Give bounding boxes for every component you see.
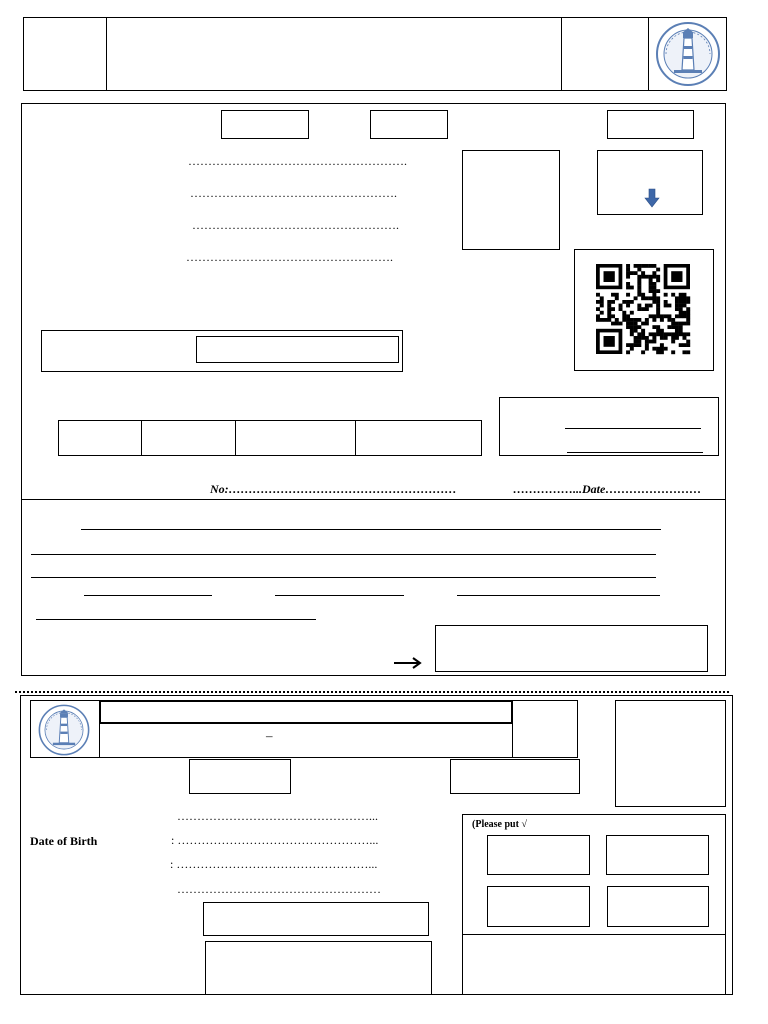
blank-line-5 bbox=[36, 619, 316, 620]
bottom-input-box-1[interactable] bbox=[203, 902, 429, 936]
cut-line bbox=[15, 691, 729, 693]
bottom-dotted-line-2: : …………………………………………... bbox=[171, 834, 379, 846]
bottom-title-upper bbox=[99, 700, 513, 724]
bottom-field-box-2[interactable] bbox=[450, 759, 580, 794]
arrow-right-icon bbox=[393, 656, 423, 670]
response-box[interactable] bbox=[435, 625, 708, 672]
header-divider-2 bbox=[561, 17, 562, 91]
bottom-dotted-line-4: …………………………………………… bbox=[177, 883, 381, 895]
header-divider-3 bbox=[648, 17, 649, 91]
bottom-dotted-line-1: …………………………………………... bbox=[177, 810, 378, 822]
date-field-label: ……………...Date…………………… bbox=[513, 482, 702, 496]
field-box-2[interactable] bbox=[370, 110, 448, 139]
blank-line-2 bbox=[31, 554, 656, 555]
dotted-line-2: ……………………………………………. bbox=[190, 187, 397, 199]
header-bar bbox=[23, 17, 727, 91]
checkbox-option-3[interactable] bbox=[487, 886, 590, 927]
bottom-title-divider bbox=[512, 700, 513, 758]
dotted-line-4: ……………………………………………. bbox=[186, 251, 393, 263]
bottom-photo-box bbox=[615, 700, 726, 807]
header-divider-1 bbox=[106, 17, 107, 91]
field-group-input[interactable] bbox=[196, 336, 399, 363]
signature-line-2 bbox=[567, 452, 703, 453]
signature-box bbox=[499, 397, 719, 456]
date-of-birth-label: Date of Birth bbox=[30, 834, 98, 848]
blank-line-1 bbox=[81, 529, 661, 530]
blank-line-4c bbox=[457, 595, 660, 596]
qr-code bbox=[596, 264, 690, 354]
seal-logo-icon-small bbox=[37, 703, 91, 757]
section-separator bbox=[21, 499, 726, 500]
field-box-1[interactable] bbox=[221, 110, 309, 139]
dotted-line-3: ……………………………………………. bbox=[192, 219, 399, 231]
arrow-down-icon bbox=[645, 189, 659, 207]
checkbox-panel-divider bbox=[462, 934, 726, 935]
title-dash: – bbox=[266, 728, 273, 743]
cell-divider-3 bbox=[355, 420, 356, 456]
cell-divider-1 bbox=[141, 420, 142, 456]
checkbox-option-2[interactable] bbox=[606, 835, 709, 875]
signature-line-1 bbox=[565, 428, 701, 429]
cell-divider-2 bbox=[235, 420, 236, 456]
check-instruction: (Please put √ bbox=[472, 819, 527, 830]
blank-line-3 bbox=[31, 577, 656, 578]
blank-line-4a bbox=[84, 595, 212, 596]
table-row-cells bbox=[58, 420, 482, 456]
bottom-input-box-2[interactable] bbox=[205, 941, 432, 995]
dotted-line-1: ………………………………………………. bbox=[188, 155, 407, 167]
checkbox-option-1[interactable] bbox=[487, 835, 590, 875]
blank-line-4b bbox=[275, 595, 404, 596]
bottom-field-box-1[interactable] bbox=[189, 759, 291, 794]
photo-box bbox=[462, 150, 560, 250]
bottom-dotted-line-3: : …………………………………………... bbox=[170, 858, 378, 870]
checkbox-option-4[interactable] bbox=[607, 886, 709, 927]
no-field-label: No:………………………………………………… bbox=[210, 482, 457, 496]
field-box-3[interactable] bbox=[607, 110, 694, 139]
seal-logo-icon bbox=[654, 20, 722, 88]
